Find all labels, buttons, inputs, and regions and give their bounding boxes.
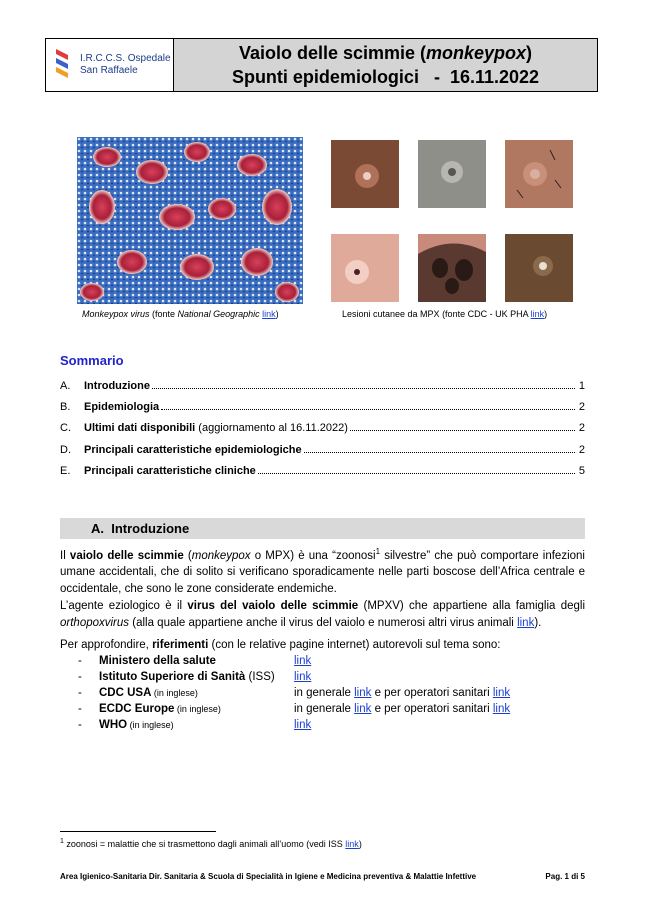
hospital-logo (46, 39, 174, 91)
document-title: Vaiolo delle scimmie (monkeypox) (238, 43, 533, 63)
lesion-source-link[interactable]: link (530, 309, 545, 319)
logo-line-1: I.R.C.C.S. Ospedale (80, 53, 171, 64)
lesion-image-1 (331, 140, 399, 208)
reference-item: - CDC USA (in inglese) in generale link e per operatori sanitari link (78, 687, 511, 699)
footer-department: Area Igienico-Sanitaria Dir. Sanitaria & Scuola di Specialità in Igiene e Medicina preventiva & Malattie Infettive (60, 872, 477, 881)
lesion-image-3 (505, 140, 573, 208)
reference-item: - WHO (in inglese) link (78, 719, 312, 731)
toc-entry-c[interactable]: C. Ultimi dati disponibili (aggiornamento al 16.11.2022) 2 (60, 422, 585, 434)
virus-image-caption: Monkeypox virus (fonte National Geographic link) (82, 309, 279, 319)
toc-entry-b[interactable]: B. Epidemiologia 2 (60, 401, 585, 413)
lesion-image-caption: Lesioni cutanee da MPX (fonte CDC - UK PHA link) (342, 309, 548, 319)
footnote-iss-link[interactable]: link (345, 839, 359, 849)
orthopox-link[interactable]: link (517, 616, 535, 629)
intro-paragraph-1: Il vaiolo delle scimmie (monkeypox o MPX) è una “zoonosi$^1$ silvestre” che può comportare infezioni umane accidentali, che di solito si verificano sporadicamente nelle parti boscose dell’Africa centrale e occidentale, che sono le zone considerate endemiche. (60, 547, 585, 595)
reference-item: - ECDC Europe (in inglese) in generale link e per operatori sanitari link (78, 703, 511, 715)
cdc-general-link[interactable]: link (354, 687, 372, 699)
who-link[interactable]: link (294, 719, 312, 731)
lesion-image-2 (418, 140, 486, 208)
virus-source-link[interactable]: link (262, 309, 276, 319)
ecdc-clinician-link[interactable]: link (492, 703, 511, 715)
toc-entry-d[interactable]: D. Principali caratteristiche epidemiologiche 2 (60, 444, 585, 456)
page-footer (60, 872, 585, 881)
footnote-divider (60, 831, 216, 832)
reference-item: - Ministero della salute link (78, 655, 312, 667)
lesion-image-5 (418, 234, 486, 302)
section-a-heading: A. Introduzione (60, 518, 585, 539)
logo-mark-icon (52, 47, 74, 83)
document-header (45, 38, 598, 92)
toc-entry-e[interactable]: E. Principali caratteristiche cliniche 5 (60, 465, 585, 477)
lesion-image-6 (505, 234, 573, 302)
reference-item: - Istituto Superiore di Sanità (ISS) link (78, 671, 312, 683)
toc-entry-a[interactable]: A. Introduzione 1 (60, 380, 585, 392)
cdc-clinician-link[interactable]: link (492, 687, 511, 699)
intro-paragraph-3: Per approfondire, riferimenti (con le relative pagine internet) autorevoli sul tema sono: (60, 639, 501, 651)
title-cell (174, 39, 597, 91)
summary-heading: Sommario (60, 353, 124, 368)
footnote: $^1$ zoonosi = malattie che si trasmettono dagli animali all’uomo (vedi ISS link) (60, 838, 362, 849)
ministero-link[interactable]: link (294, 655, 312, 667)
intro-paragraph-2: L’agente eziologico è il virus del vaiolo delle scimmie (MPXV) che appartiene alla famiglia degli orthopoxvirus (alla quale appartiene anche il virus del vaiolo e numerosi altri virus animali link). (60, 600, 586, 629)
ecdc-general-link[interactable]: link (354, 703, 372, 715)
logo-line-2: San Raffaele (80, 65, 138, 76)
lesion-image-4 (331, 234, 399, 302)
iss-link[interactable]: link (294, 671, 312, 683)
page-number: Pag. 1 di 5 (545, 872, 585, 881)
monkeypox-virus-image (77, 137, 303, 304)
document-subtitle: Spunti epidemiologici - 16.11.2022 (231, 67, 540, 87)
